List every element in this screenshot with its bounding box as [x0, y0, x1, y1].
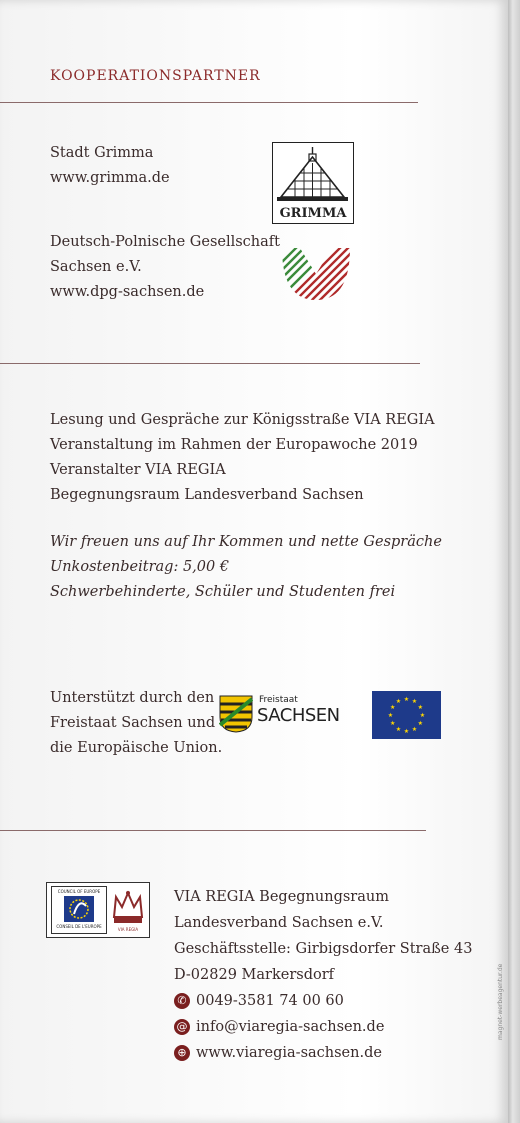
partner-name: Stadt Grimma [50, 145, 154, 161]
event-line: Veranstaltung im Rahmen der Europawoche 2019 [50, 437, 418, 453]
support-line: Unterstützt durch den [50, 690, 215, 706]
contact-org: Landesverband Sachsen e.V. [174, 915, 384, 931]
contact-city: D-02829 Markersdorf [174, 967, 335, 983]
event-line: Begegnungsraum Landesverband Sachsen [50, 487, 364, 503]
contact-phone-row [174, 988, 472, 1014]
grimma-logo-text: GRIMMA [279, 206, 347, 221]
contact-block [174, 884, 472, 1066]
event-line: Lesung und Gespräche zur Königsstraße VIA REGIA [50, 412, 435, 428]
discount-line: Schwerbehinderte, Schüler und Studenten frei [50, 584, 396, 600]
town-hall-icon [273, 145, 352, 207]
contact-email[interactable]: info@viaregia-sachsen.de [196, 1019, 385, 1035]
sachsen-logo-small: Freistaat [259, 695, 298, 705]
eu-flag-icon [372, 691, 441, 739]
support-line: Freistaat Sachsen und [50, 715, 216, 731]
grimma-logo [272, 142, 354, 224]
divider [0, 102, 418, 103]
support-line: die Europäische Union. [50, 740, 223, 756]
partner-url[interactable]: www.grimma.de [50, 170, 170, 186]
contact-office: Geschäftsstelle: Girbigsdorfer Straße 43 [174, 941, 473, 957]
contact-web[interactable]: www.viaregia-sachsen.de [196, 1045, 382, 1061]
globe-icon: ⊕ [174, 1045, 190, 1061]
via-regia-badge: VIA REGIA [117, 927, 139, 932]
coe-bottom-text: CONSEIL DE L'EUROPE [56, 924, 102, 929]
crown-icon [111, 889, 145, 929]
svg-text:★: ★ [395, 698, 402, 705]
coe-logo [51, 886, 107, 934]
support-text [50, 686, 222, 761]
svg-text:★: ★ [411, 726, 418, 733]
coe-top-text: COUNCIL OF EUROPE [57, 889, 101, 894]
sachsen-logo-big: SACHSEN [257, 705, 340, 726]
svg-text:★: ★ [390, 720, 396, 727]
partner-name-line2: Sachsen e.V. [50, 259, 142, 275]
contact-email-row [174, 1014, 472, 1040]
partner-dpg [50, 230, 280, 305]
svg-text:★: ★ [403, 696, 410, 703]
partner-grimma [50, 141, 170, 191]
coe-emblem-icon [52, 894, 106, 924]
divider [0, 363, 420, 364]
fee-line: Unkostenbeitrag: 5,00 € [50, 559, 230, 575]
page-edge [508, 0, 520, 1123]
event-line: Veranstalter VIA REGIA [50, 462, 226, 478]
coe-logo-box [46, 882, 150, 938]
svg-text:★: ★ [417, 703, 423, 711]
divider [0, 830, 426, 831]
svg-text:★: ★ [419, 712, 426, 719]
at-icon: @ [174, 1019, 190, 1035]
sachsen-logo [219, 695, 359, 735]
contact-phone[interactable]: 0049-3581 74 00 60 [196, 993, 344, 1009]
sachsen-coat-of-arms-icon [219, 695, 253, 733]
dpg-logo [280, 244, 352, 304]
partner-url[interactable]: www.dpg-sachsen.de [50, 284, 205, 300]
svg-text:★: ★ [411, 698, 418, 705]
svg-text:★: ★ [390, 703, 396, 711]
invite-info [50, 530, 442, 605]
invite-line: Wir freuen uns auf Ihr Kommen und nette Gespräche [50, 534, 442, 550]
svg-text:★: ★ [403, 728, 410, 735]
phone-icon: ✆ [174, 993, 190, 1009]
section-heading: KOOPERATIONSPARTNER [50, 68, 261, 84]
contact-name: VIA REGIA Begegnungsraum [174, 889, 389, 905]
partner-name-line1: Deutsch-Polnische Gesellschaft [50, 234, 280, 250]
svg-text:★: ★ [395, 726, 402, 733]
side-credit: magnet-werbeagentur.de [497, 963, 504, 1040]
svg-text:★: ★ [417, 720, 423, 727]
event-info [50, 408, 435, 508]
svg-text:★: ★ [387, 712, 394, 719]
contact-web-row [174, 1040, 472, 1066]
